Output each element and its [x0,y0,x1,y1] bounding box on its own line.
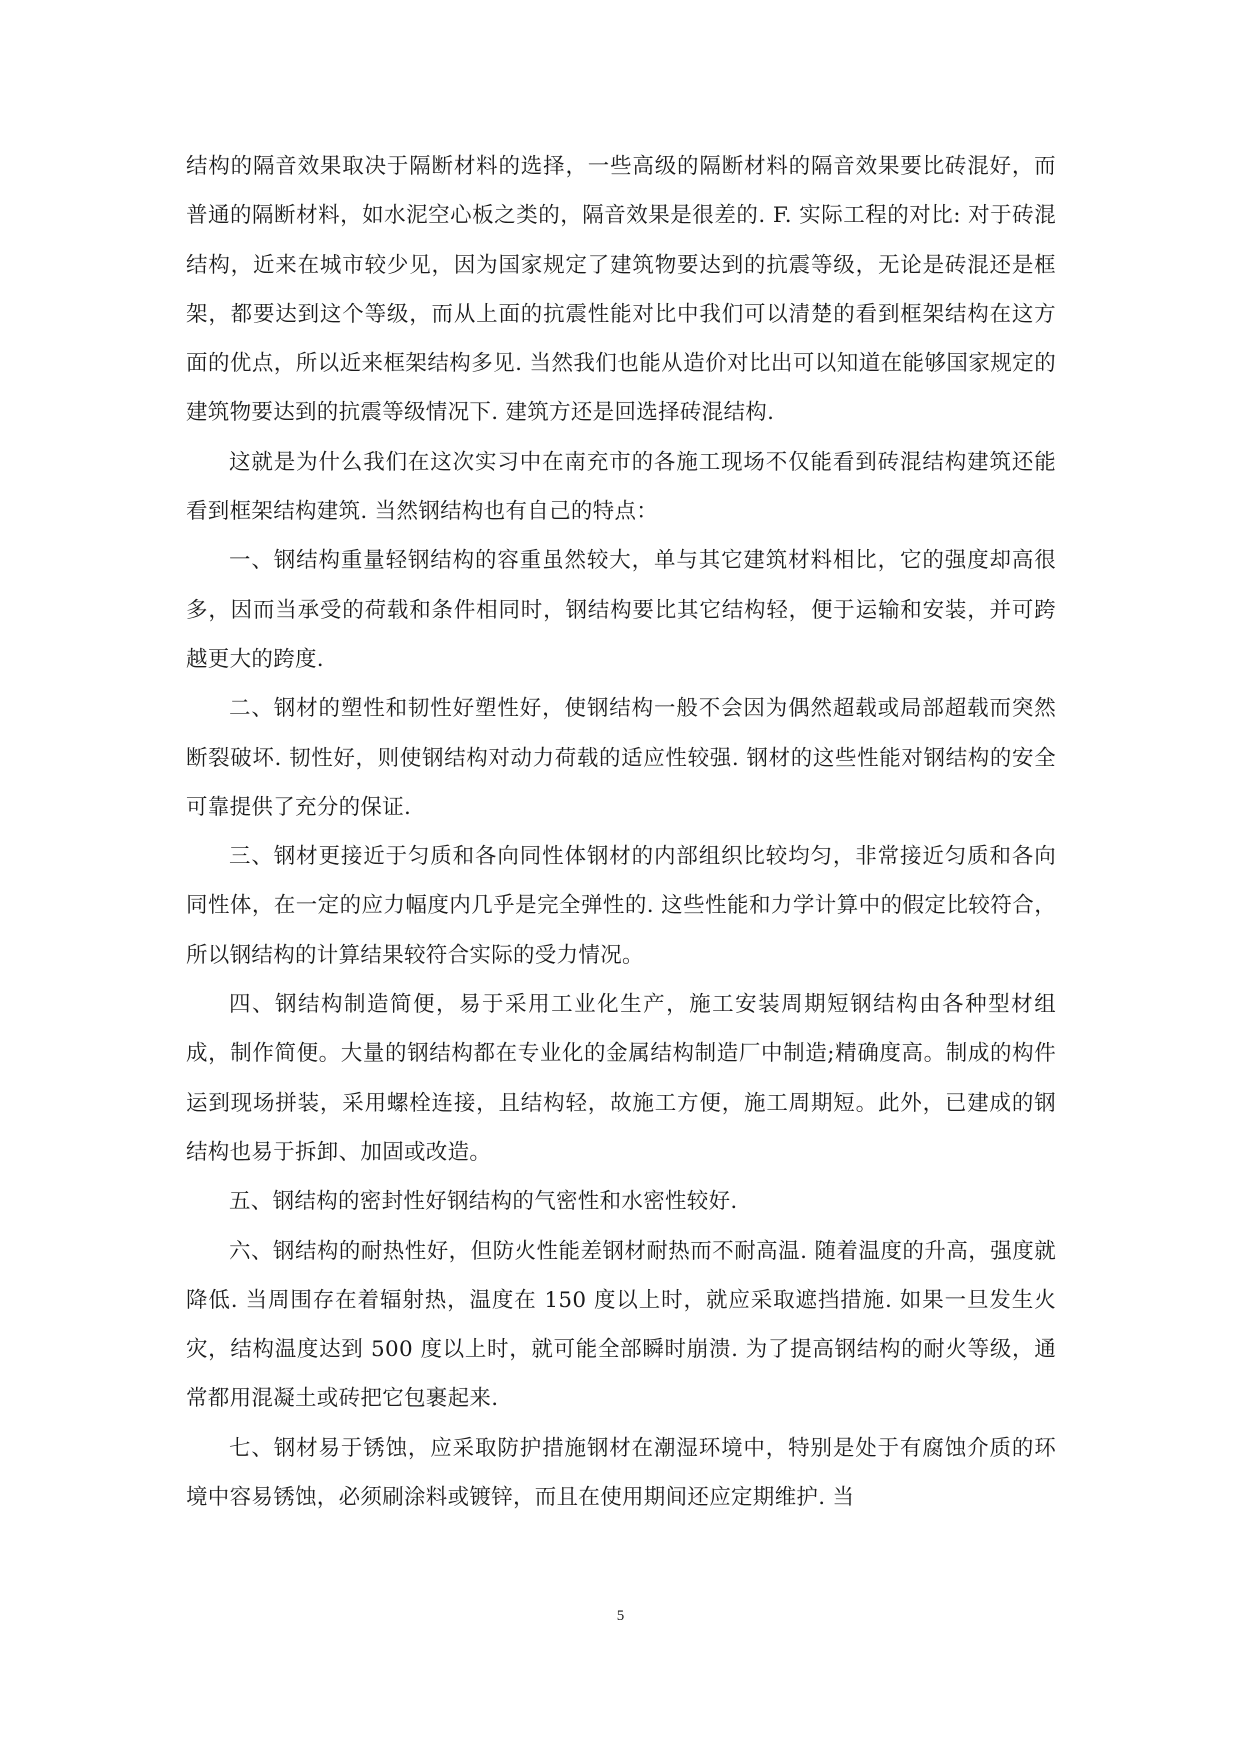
paragraph-point-5: 五、钢结构的密封性好钢结构的气密性和水密性较好. [229,1189,738,1215]
paragraph-point-6: 六、钢结构的耐热性好，但防火性能差钢材耐热而不耐高温. 随着温度的升高，强度就降低. 当周围存在着辐射热，温度在 150 度以上时，就应采取遮挡措施. 如果一旦发生火灾，结构温度达到 500 度以上时，就可能全部瞬时崩溃. 为了提高钢结构的耐火等级，通常都用混凝土或砖把它包裹起来. [186,1238,1056,1412]
paragraph-point-7: 七、钢材易于锈蚀，应采取防护措施钢材在潮湿环境中，特别是处于有腐蚀介质的环境中容易锈蚀，必须刷涂料或镀锌，而且在使用期间还应定期维护. 当 [186,1435,1056,1511]
paragraph-continuation: 结构的隔音效果取决于隔断材料的选择，一些高级的隔断材料的隔音效果要比砖混好，而普通的隔断材料，如水泥空心板之类的，隔音效果是很差的. F. 实际工程的对比: 对于砖混结构，近来在城市较少见，因为国家规定了建筑物要达到的抗震等级，无论是砖混还是框架，都要达到这个等级，而从上面的抗震性能对比中我们可以清楚的看到框架结构在这方面的优点，所以近来框架结构多见. 当然我们也能从造价对比出可以知道在能够国家规定的建筑物要达到的抗震等级情况下. 建筑方还是回选择砖混结构. [186,154,1056,426]
paragraph-point-3: 三、钢材更接近于匀质和各向同性体钢材的内部组织比较均匀，非常接近匀质和各向同性体，在一定的应力幅度内几乎是完全弹性的. 这些性能和力学计算中的假定比较符合，所以钢结构的计算结果较符合实际的受力情况。 [186,844,1056,968]
paragraph-point-2: 二、钢材的塑性和韧性好塑性好，使钢结构一般不会因为偶然超载或局部超载而突然断裂破坏. 韧性好，则使钢结构对动力荷载的适应性较强. 钢材的这些性能对钢结构的安全可靠提供了充分的保证. [186,696,1056,820]
paragraph-point-4: 四、钢结构制造简便，易于采用工业化生产，施工安装周期短钢结构由各种型材组成，制作简便。大量的钢结构都在专业化的金属结构制造厂中制造;精确度高。制成的构件运到现场拼装，采用螺栓连接，且结构轻，故施工方便，施工周期短。此外，已建成的钢结构也易于拆卸、加固或改造。 [186,992,1056,1165]
page-number: 5 [616,1608,625,1624]
body-text [186,142,1056,1522]
paragraph-point-1: 一、钢结构重量轻钢结构的容重虽然较大，单与其它建筑材料相比，它的强度却高很多，因而当承受的荷载和条件相同时，钢结构要比其它结构轻，便于运输和安装，并可跨越更大的跨度. [186,548,1056,672]
paragraph-intro: 这就是为什么我们在这次实习中在南充市的各施工现场不仅能看到砖混结构建筑还能看到框架结构建筑. 当然钢结构也有自己的特点： [186,449,1056,525]
